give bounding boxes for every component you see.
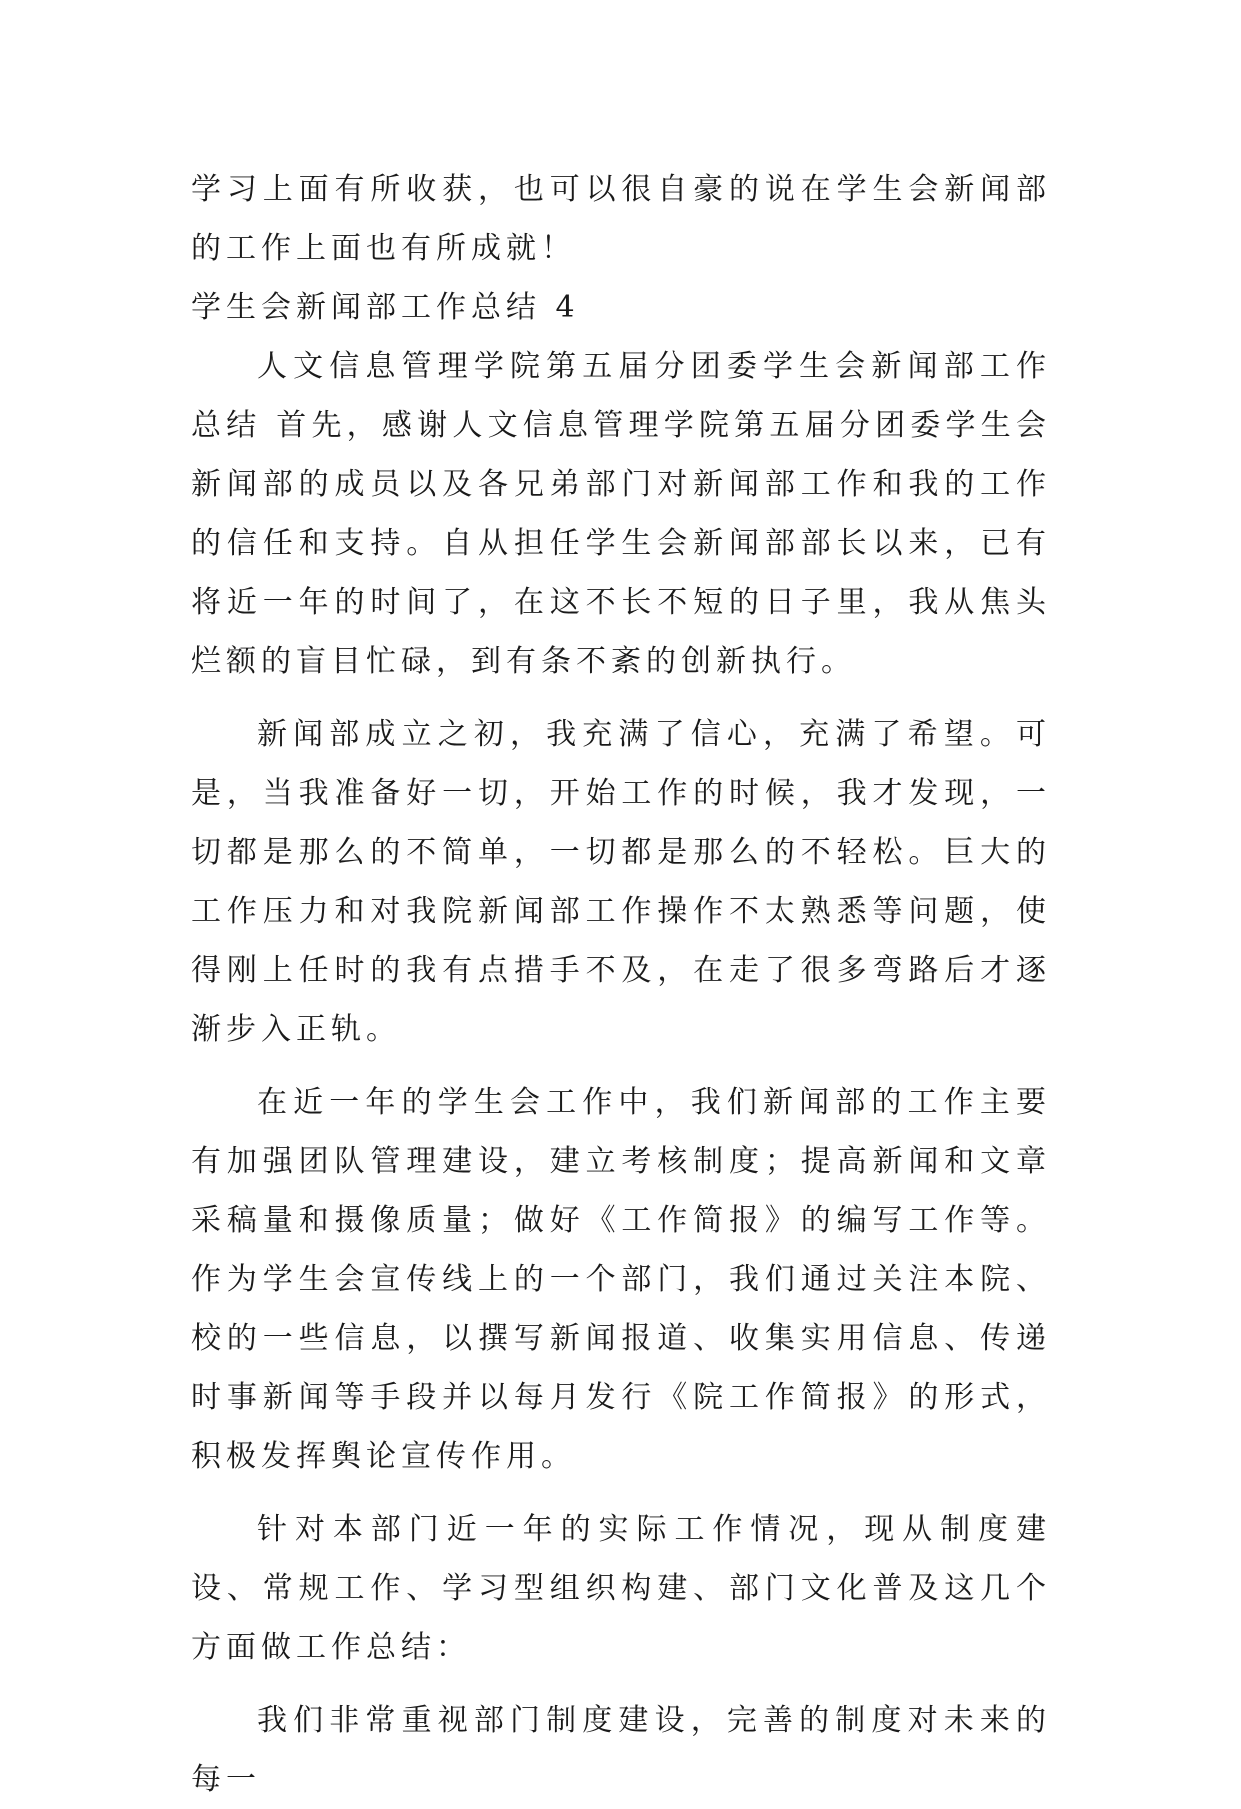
document-body: [191, 160, 1051, 1809]
lead-paragraph: 学习上面有所收获，也可以很自豪的说在学生会新闻部的工作上面也有所成就！: [191, 172, 1051, 266]
body-paragraph: 新闻部成立之初，我充满了信心，充满了希望。可是，当我准备好一切，开始工作的时候，我才发现，一切都是那么的不简单，一切都是那么的不轻松。巨大的工作压力和对我院新闻部工作操作不太熟悉等问题，使得刚上任时的我有点措手不及，在走了很多弯路后才逐渐步入正轨。: [191, 717, 1051, 1047]
body-paragraph: 我们非常重视部门制度建设，完善的制度对未来的每一: [191, 1703, 1051, 1797]
section-title: 学生会新闻部工作总结 4: [191, 290, 580, 325]
body-paragraph: 针对本部门近一年的实际工作情况，现从制度建设、常规工作、学习型组织构建、部门文化普及这几个方面做工作总结：: [191, 1512, 1051, 1665]
body-paragraph: 人文信息管理学院第五届分团委学生会新闻部工作总结 首先，感谢人文信息管理学院第五届分团委学生会新闻部的成员以及各兄弟部门对新闻部工作和我的工作的信任和支持。自从担任学生会新闻部部长以来，已有将近一年的时间了，在这不长不短的日子里，我从焦头烂额的盲目忙碌，到有条不紊的创新执行。: [191, 349, 1051, 679]
body-paragraph: 在近一年的学生会工作中，我们新闻部的工作主要有加强团队管理建设，建立考核制度；提高新闻和文章采稿量和摄像质量；做好《工作简报》的编写工作等。作为学生会宣传线上的一个部门，我们通过关注本院、校的一些信息，以撰写新闻报道、收集实用信息、传递时事新闻等手段并以每月发行《院工作简报》的形式，积极发挥舆论宣传作用。: [191, 1085, 1051, 1474]
